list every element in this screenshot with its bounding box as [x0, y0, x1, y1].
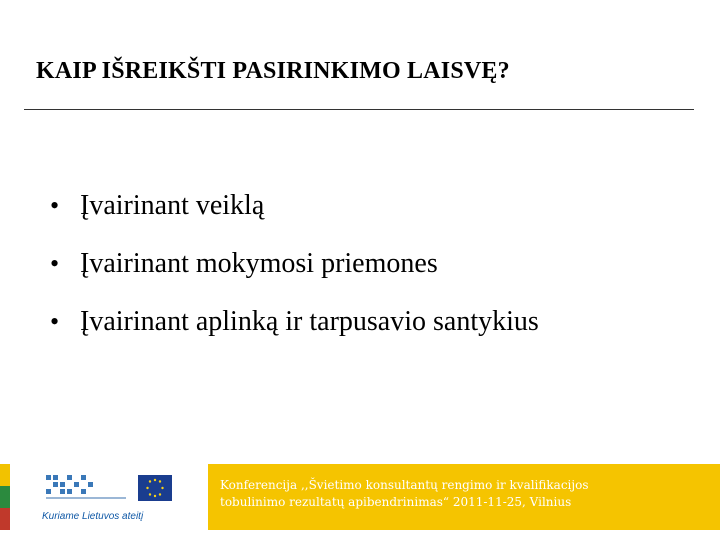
bullet-dot-icon: • [50, 307, 60, 336]
bullet-list [50, 190, 539, 364]
conference-banner [208, 464, 720, 530]
conference-line-2: tobulinimo rezultatų apibendrinimas“ 2011-11-25, Vilnius [220, 495, 572, 509]
flag-stripe-green [0, 486, 10, 508]
conference-line-1: Konferencija ,,Švietimo konsultantų rengimo ir kvalifikacijos [220, 478, 589, 492]
bullet-item [50, 306, 539, 338]
slide-title: KAIP IŠREIKŠTI PASIRINKIMO LAISVĘ? [36, 58, 510, 84]
title-divider [24, 109, 694, 110]
flag-stripe-yellow [0, 464, 10, 486]
bullet-text: Įvairinant mokymosi priemones [80, 248, 438, 279]
bullet-text: Įvairinant veiklą [80, 190, 265, 221]
bullet-dot-icon: • [50, 191, 60, 220]
bullet-dot-icon: • [50, 249, 60, 278]
bullet-item [50, 248, 539, 280]
motto-text: Kuriame Lietuvos ateitį [42, 511, 144, 522]
funding-logos [38, 467, 178, 527]
flag-stripe-red [0, 508, 10, 530]
bullet-text: Įvairinant aplinką ir tarpusavio santykius [80, 306, 539, 337]
conference-caption [220, 477, 712, 511]
partner-logo-icon [42, 473, 130, 503]
bullet-item [50, 190, 539, 222]
eu-flag-icon [138, 475, 172, 501]
